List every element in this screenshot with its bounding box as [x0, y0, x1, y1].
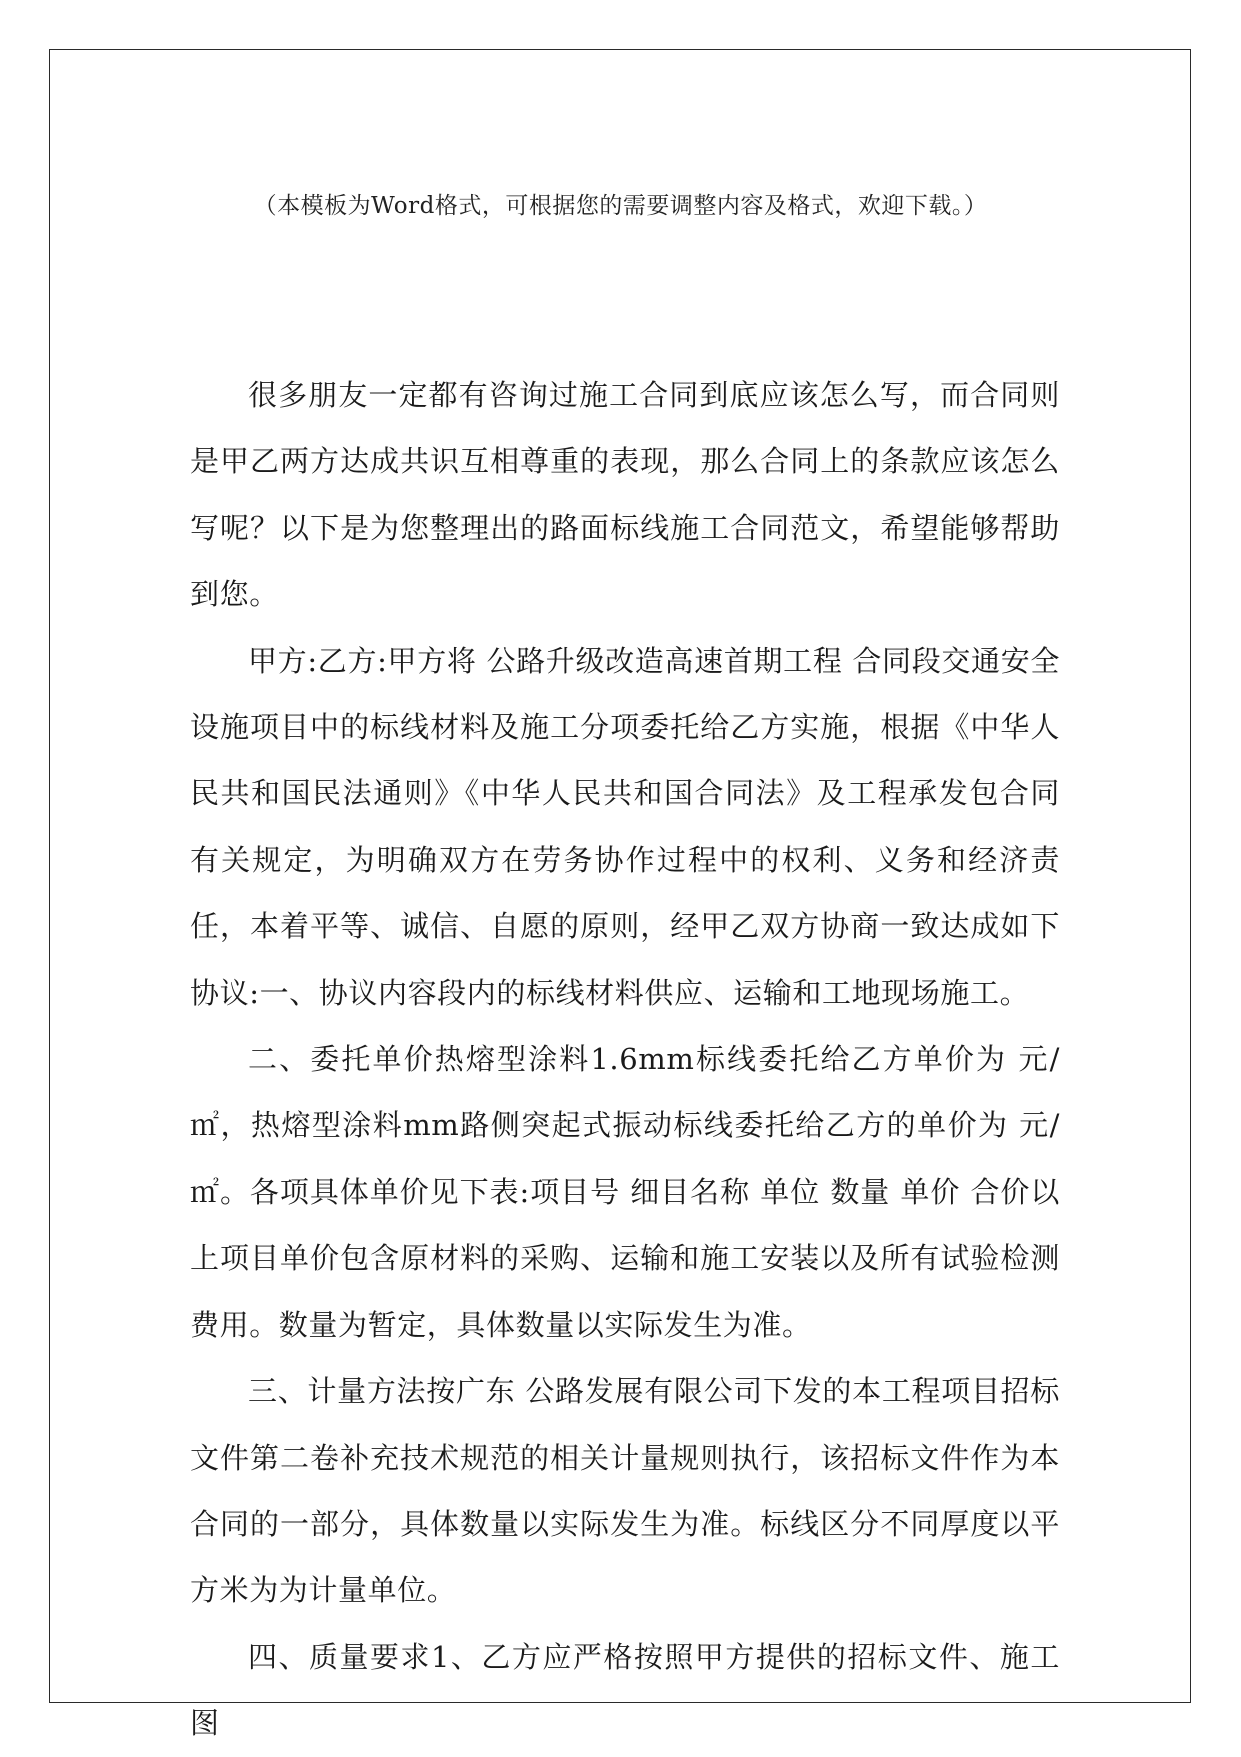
template-notice: （本模板为Word格式，可根据您的需要调整内容及格式，欢迎下载。）	[253, 193, 988, 219]
paragraph-quality: 四、质量要求1、乙方应严格按照甲方提供的招标文件、施工图	[190, 1639, 1060, 1741]
paragraph-unit-price: 二、委托单价热熔型涂料1.6mm标线委托给乙方单价为 元/㎡，热熔型涂料mm路侧突起式振动标线委托给乙方的单价为 元/㎡。各项具体单价见下表:项目号 细目名称 单位 数量 单价 合价以上项目单价包含原材料的采购、运输和施工安装以及所有试验检测费用。数量为暂定，具体数量以实际发生为准。	[190, 1042, 1060, 1342]
paragraph-intro: 很多朋友一定都有咨询过施工合同到底应该怎么写，而合同则是甲乙两方达成共识互相尊重的表现，那么合同上的条款应该怎么写呢？以下是为您整理出的路面标线施工合同范文，希望能够帮助到您。	[190, 378, 1060, 612]
paragraph-parties-agreement: 甲方:乙方:甲方将 公路升级改造高速首期工程 合同段交通安全设施项目中的标线材料及施工分项委托给乙方实施，根据《中华人民共和国民法通则》《中华人民共和国合同法》及工程承发包合同有关规定，为明确双方在劳务协作过程中的权利、义务和经济责任，本着平等、诚信、自愿的原则，经甲乙双方协商一致达成如下协议:一、协议内容段内的标线材料供应、运输和工地现场施工。	[190, 643, 1060, 1010]
document-body	[190, 362, 1060, 1757]
paragraph-measurement: 三、计量方法按广东 公路发展有限公司下发的本工程项目招标文件第二卷补充技术规范的相关计量规则执行，该招标文件作为本合同的一部分，具体数量以实际发生为准。标线区分不同厚度以平方米为为计量单位。	[190, 1374, 1060, 1608]
